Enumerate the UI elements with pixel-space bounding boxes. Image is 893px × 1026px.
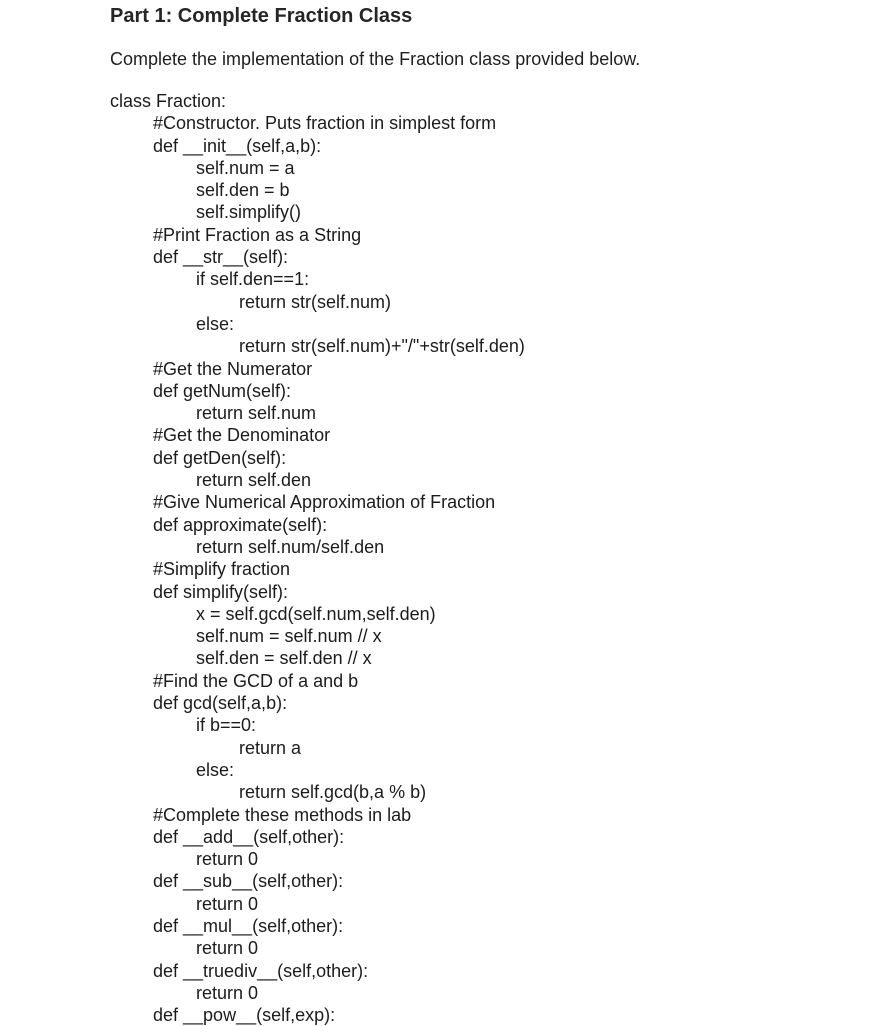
code-line: self.num = a [196,157,295,178]
code-line: def __add__(self,other): [153,826,345,847]
code-line: #Simplify fraction [153,559,291,580]
code-line: else: [196,759,235,780]
code-line: return self.num [196,403,317,424]
code-line: return 0 [196,982,259,1003]
code-line: return self.gcd(b,a % b) [239,782,427,803]
code-line: return 0 [196,938,259,959]
code-line: self.num = self.num // x [196,626,382,647]
code-line: if self.den==1: [196,269,310,290]
code-line: #Give Numerical Approximation of Fraction [153,492,496,513]
code-line: #Constructor. Puts fraction in simplest form [153,113,497,134]
code-line: #Get the Denominator [153,425,331,446]
code-line: def getDen(self): [153,447,287,468]
code-line: return str(self.num)+"/"+str(self.den) [239,336,525,357]
code-line: if b==0: [196,715,257,736]
code-line: return str(self.num) [239,291,392,312]
code-line: self.den = self.den // x [196,648,372,669]
section-heading: Part 1: Complete Fraction Class [110,5,413,27]
code-line: #Print Fraction as a String [153,224,362,245]
code-line: def getNum(self): [153,380,292,401]
code-line: self.simplify() [196,202,302,223]
code-line: def __str__(self): [153,247,289,268]
code-line: return a [239,737,302,758]
code-line: def simplify(self): [153,581,289,602]
code-line: def __truediv__(self,other): [153,960,369,981]
code-line: def __pow__(self,exp): [153,1005,336,1026]
code-line: return self.num/self.den [196,536,385,557]
code-line: def approximate(self): [153,514,328,535]
code-line: #Get the Numerator [153,358,313,379]
instructions-text: Complete the implementation of the Fraction class provided below. [110,49,641,69]
code-line: else: [196,313,235,334]
code-line: return self.den [196,470,312,491]
code-line: def __sub__(self,other): [153,871,344,892]
code-line: x = self.gcd(self.num,self.den) [196,603,436,624]
code-line: class Fraction: [110,91,227,111]
code-line: return 0 [196,849,259,870]
code-line: def __mul__(self,other): [153,915,344,936]
code-line: #Find the GCD of a and b [153,670,359,691]
code-line: def gcd(self,a,b): [153,693,288,714]
code-line: self.den = b [196,180,290,201]
code-listing [110,90,525,1026]
code-line: return 0 [196,893,259,914]
code-line: #Complete these methods in lab [153,804,412,825]
code-line: def __init__(self,a,b): [153,135,322,156]
